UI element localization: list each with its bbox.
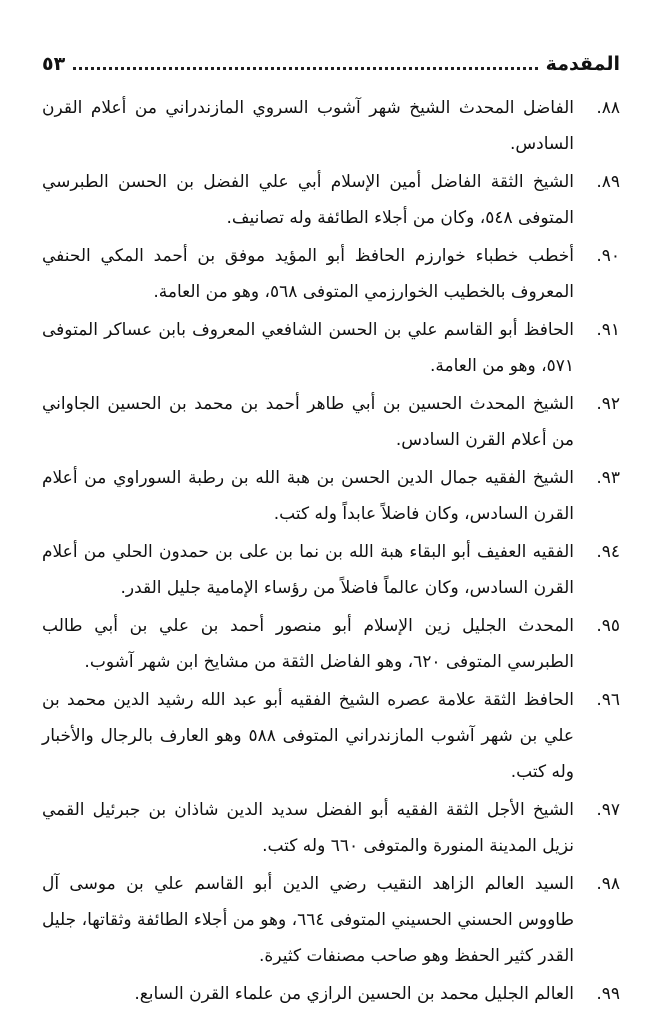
entry-text: الفاضل المحدث الشيخ شهر آشوب السروي المازندراني من أعلام القرن السادس. — [42, 98, 574, 154]
entry-list — [42, 90, 620, 1012]
entry-number: ٩٢. — [596, 394, 620, 414]
entry-text: الحافظ أبو القاسم علي بن الحسن الشافعي المعروف بابن عساكر المتوفى ٥٧١، وهو من العامة. — [42, 320, 574, 376]
entry-text: العالم الجليل محمد بن الحسين الرازي من علماء القرن السابع. — [134, 984, 574, 1004]
entry-number: ٩٠. — [596, 246, 620, 266]
list-item — [42, 792, 620, 864]
list-item — [42, 312, 620, 384]
entry-number: ٨٩. — [596, 172, 620, 192]
list-item — [42, 238, 620, 310]
entry-number: ٩٩. — [596, 984, 620, 1004]
list-item — [42, 90, 620, 162]
entry-text: الشيخ المحدث الحسين بن أبي طاهر أحمد بن محمد بن الحسين الجاواني من أعلام القرن السادس. — [42, 394, 574, 450]
entry-text: المحدث الجليل زين الإسلام أبو منصور أحمد بن علي بن أبي طالب الطبرسي المتوفى ٦٢٠، وهو الفاضل الثقة من مشايخ ابن شهر آشوب. — [42, 616, 574, 672]
entry-number: ٩٣. — [596, 468, 620, 488]
chapter-title: المقدمة — [545, 53, 620, 75]
entry-number: ٩٧. — [596, 800, 620, 820]
entry-number: ٩٥. — [596, 616, 620, 636]
page-number: ٥٣ — [42, 53, 66, 75]
entry-number: ٩١. — [596, 320, 620, 340]
entry-number: ٨٨. — [596, 98, 620, 118]
list-item — [42, 608, 620, 680]
list-item — [42, 976, 620, 1012]
entry-text: الشيخ الأجل الثقة الفقيه أبو الفضل سديد الدين شاذان بن جبرئيل القمي نزيل المدينة المنورة والمتوفى ٦٦٠ وله كتب. — [42, 800, 574, 856]
list-item — [42, 164, 620, 236]
entry-number: ٩٦. — [596, 690, 620, 710]
list-item — [42, 460, 620, 532]
entry-text: الشيخ الفقيه جمال الدين الحسن بن هبة الله بن رطبة السوراوي من أعلام القرن السادس، وكان فاضلاً عابداً وله كتب. — [42, 468, 574, 524]
entry-text: الشيخ الثقة الفاضل أمين الإسلام أبي علي الفضل بن الحسن الطبرسي المتوفى ٥٤٨، وكان من أجلاء الطائفة وله تصانيف. — [42, 172, 574, 228]
list-item — [42, 682, 620, 790]
entry-text: الفقيه العفيف أبو البقاء هبة الله بن نما بن على بن حمدون الحلي من أعلام القرن السادس، وكان عالماً فاضلاً من رؤساء الإمامية جليل القدر. — [42, 542, 574, 598]
list-item — [42, 534, 620, 606]
running-header — [42, 40, 620, 74]
leader-dots — [73, 67, 537, 70]
entry-text: الحافظ الثقة علامة عصره الشيخ الفقيه أبو عبد الله رشيد الدين محمد بن علي بن شهر آشوب المازندراني المتوفى ٥٨٨ وهو العارف بالرجال والأخبار وله كتب. — [42, 690, 575, 782]
entry-text: السيد العالم الزاهد النقيب رضي الدين أبو القاسم علي بن موسى آل طاووس الحسني الحسيني المتوفى ٦٦٤، وهو من أجلاء الطائفة وثقاتها، جليل القدر كثير الحفظ وهو صاحب مصنفات كثيرة. — [42, 874, 575, 966]
list-item — [42, 866, 620, 974]
entry-number: ٩٨. — [596, 874, 620, 894]
list-item — [42, 386, 620, 458]
entry-text: أخطب خطباء خوارزم الحافظ أبو المؤيد موفق بن أحمد المكي الحنفي المعروف بالخطيب الخوارزمي المتوفى ٥٦٨، وهو من العامة. — [42, 246, 574, 302]
entry-number: ٩٤. — [596, 542, 620, 562]
